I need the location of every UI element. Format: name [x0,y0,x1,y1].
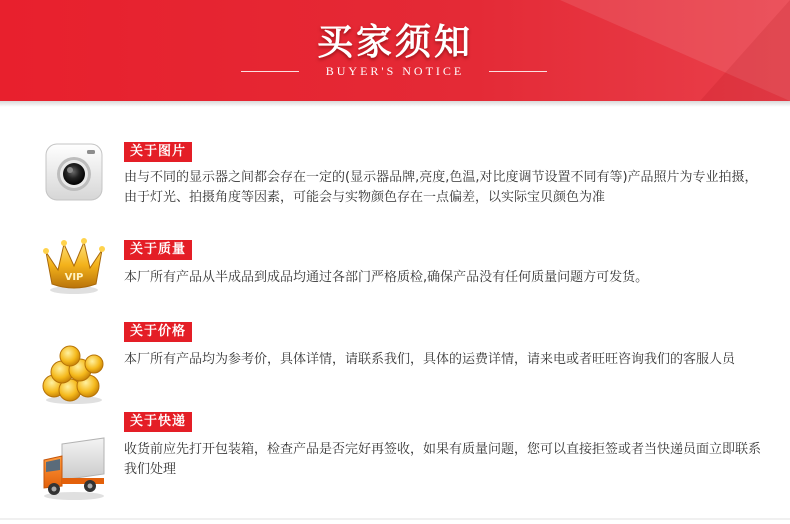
bottom-divider [0,518,790,520]
page-subtitle: BUYER'S NOTICE [325,64,465,78]
notice-text: 本厂所有产品从半成品到成品均通过各部门严格质检,确保产品没有任何质量问题方可发货。 [124,270,649,285]
notice-label: 关于质量 [124,240,192,260]
header-divider [0,101,790,107]
coins-icon [40,340,108,408]
notice-label: 关于图片 [124,142,192,162]
notice-label: 关于快递 [124,412,192,432]
svg-text:VIP: VIP [64,272,84,283]
camera-icon [40,138,108,206]
notice-text: 收货前应先打开包装箱，检查产品是否完好再签收，如果有质量问题，您可以直接拒签或者当快递员面立即联系我们处理 [124,442,762,477]
subtitle-line-right [489,71,547,72]
truck-icon [40,434,108,502]
header-banner [0,0,790,101]
notice-text: 由与不同的显示器之间都会存在一定的(显示器品牌,亮度,色温,对比度调节设置不同有等)产品照片为专业拍摄，由于灯光、拍摄角度等因素，可能会与实物颜色存在一点偏差，以实际宝贝颜色为准 [124,170,758,205]
page-title: 买家须知 [316,22,473,63]
notice-text: 本厂所有产品均为参考价，具体详情，请联系我们，具体的运费详情，请来电或者旺旺咨询我们的客服人员 [124,352,736,367]
crown-icon [40,232,108,300]
notice-label: 关于价格 [124,322,192,342]
